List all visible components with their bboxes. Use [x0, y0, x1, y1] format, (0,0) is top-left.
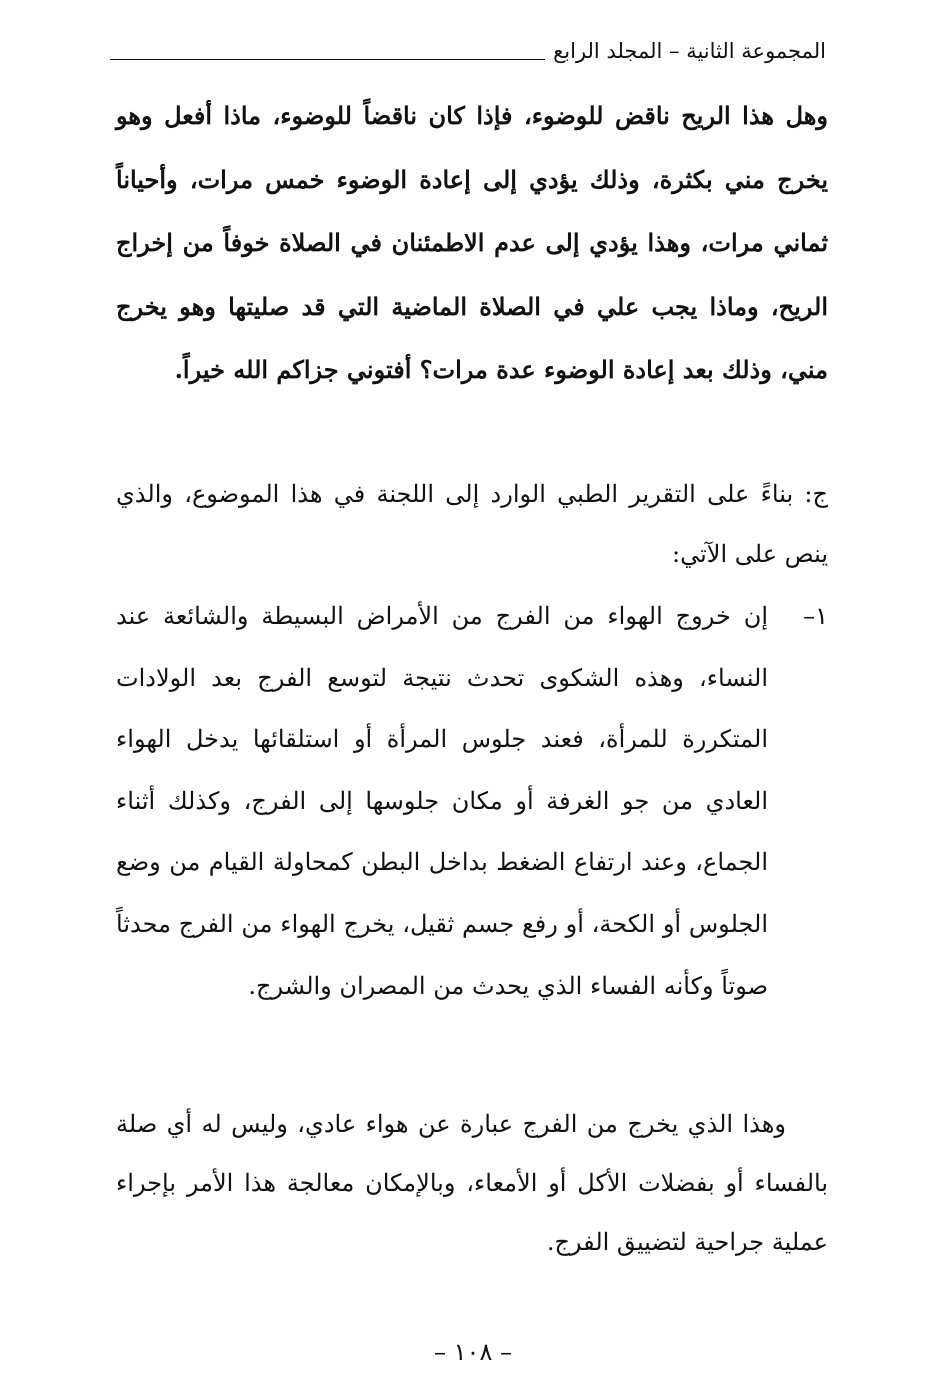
answer-intro-paragraph: ج: بناءً على التقرير الطبي الوارد إلى اللجنة في هذا الموضوع، والذي ينص على الآتي: [116, 480, 828, 568]
page-number: – ١٠٨ – [434, 1338, 512, 1366]
list-item [116, 586, 828, 1017]
question-paragraph: وهل هذا الريح ناقض للوضوء، فإذا كان ناقضاً للوضوء، ماذا أفعل وهو يخرج مني بكثرة، وذلك يؤدي إلى إعادة الوضوء خمس مرات، وأحياناً ثماني مرات، وهذا يؤدي إلى عدم الاطمئنان في الصلاة خوفاً من إخراج الريح، وماذا يجب علي في الصلاة الماضية التي قد صليتها وهو يخرج مني، وذلك بعد إعادة الوضوء عدة مرات؟ أفتوني جزاكم الله خيراً. [116, 101, 828, 384]
running-header [110, 30, 826, 66]
header-rule [110, 59, 545, 60]
header-title: المجموعة الثانية – المجلد الرابع [553, 39, 826, 63]
list-item-text: إن خروج الهواء من الفرج من الأمراض البسيطة والشائعة عند النساء، وهذه الشكوى تحدث نتيجة لتوسع الفرج بعد الولادات المتكررة للمرأة، فعند جلوس المرأة أو استلقائها يدخل الهواء العادي من جو الغرفة أو مكان جلوسها إلى الفرج، وكذلك أثناء الجماع، وعند ارتفاع الضغط بداخل البطن كمحاولة القيام من وضع الجلوس أو الكحة، أو رفع جسم ثقيل، يخرج الهواء من الفرج محدثاً صوتاً وكأنه الفساء الذي يحدث من المصران والشرج. [116, 602, 768, 1000]
closing-paragraph: وهذا الذي يخرج من الفرج عبارة عن هواء عادي، وليس له أي صلة بالفساء أو بفضلات الأكل أو الأمعاء، وبالإمكان معالجة هذا الأمر بإجراء عملية جراحية لتضييق الفرج. [116, 1110, 828, 1256]
list-item-number: ١– [803, 602, 828, 630]
